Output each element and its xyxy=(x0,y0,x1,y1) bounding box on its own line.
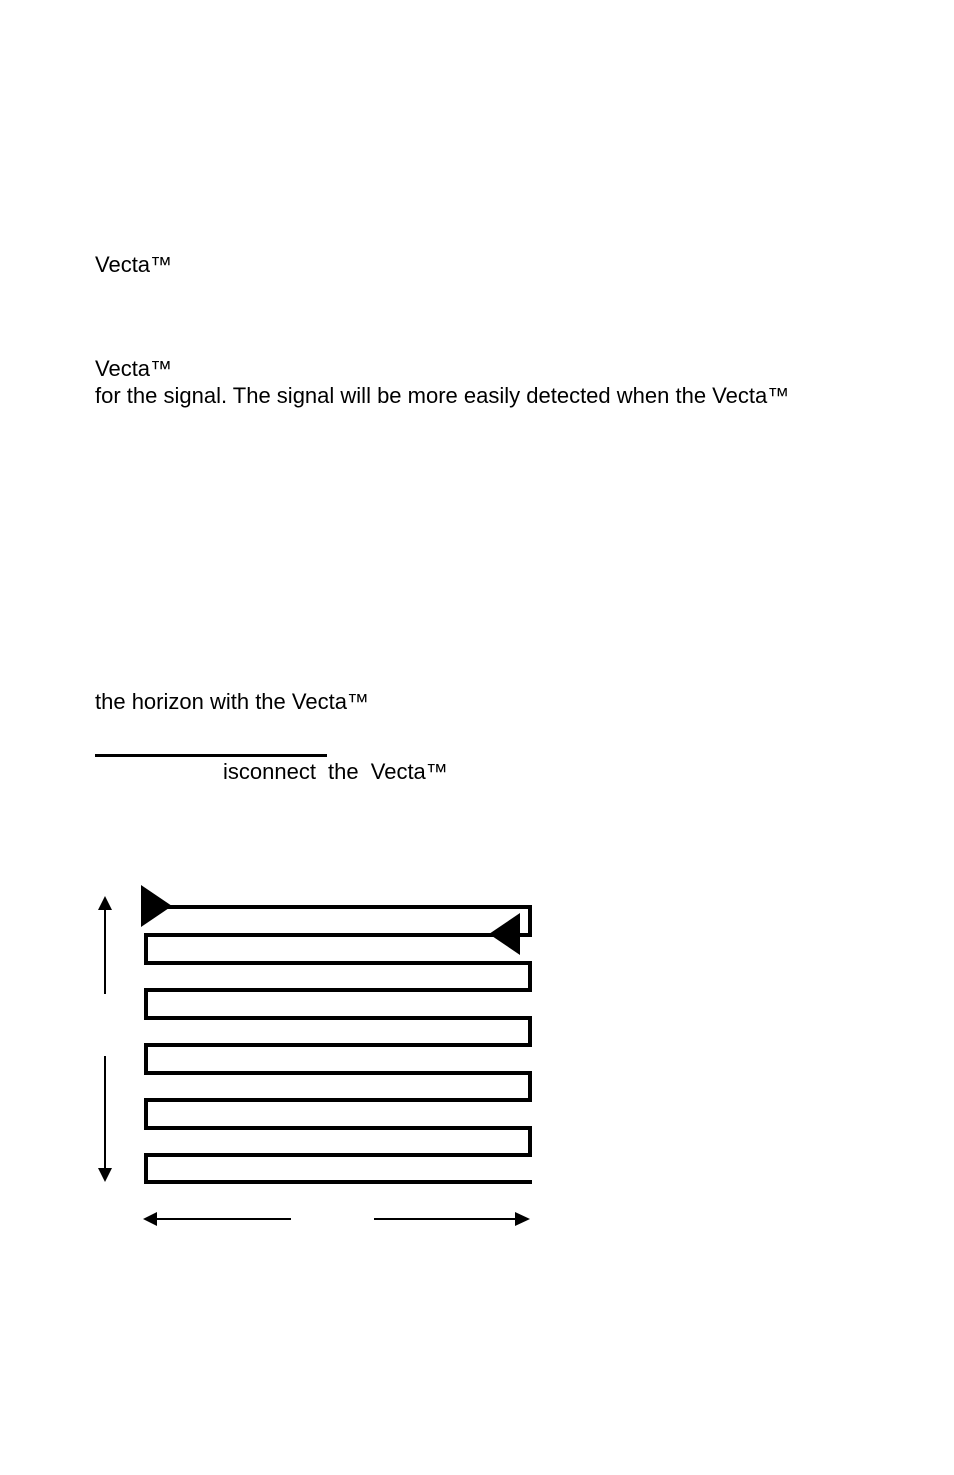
text-line-vecta-1: Vecta™ xyxy=(95,252,173,277)
end-arrow-icon xyxy=(489,913,520,955)
zigzag-path xyxy=(146,907,532,1182)
vertical-dimension-arrows xyxy=(98,896,112,1182)
text-line-disconnect: isconnect the Vecta™ xyxy=(223,759,448,784)
text-line-horizon: the horizon with the Vecta™ xyxy=(95,689,369,714)
text-line-signal: for the signal. The signal will be more easily detected when the Vecta™ xyxy=(95,383,790,408)
start-arrow-icon xyxy=(141,885,172,927)
text-line-vecta-2: Vecta™ xyxy=(95,356,173,381)
horizontal-dimension-arrows xyxy=(143,1212,530,1226)
